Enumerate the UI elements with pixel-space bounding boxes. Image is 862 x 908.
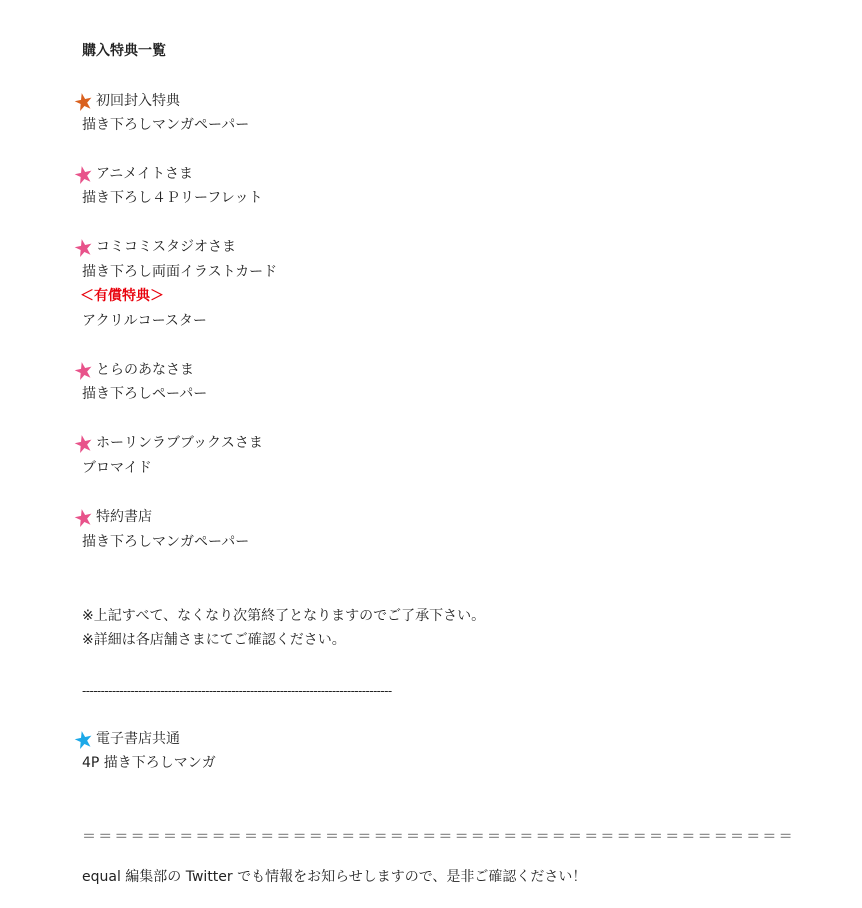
shop-name: 特約書店	[96, 509, 152, 525]
page-title: 購入特典一覧	[82, 43, 166, 59]
pink-star-icon	[74, 238, 93, 257]
equals-separator: ＝＝＝＝＝＝＝＝＝＝＝＝＝＝＝＝＝＝＝＝＝＝＝＝＝＝＝＝＝＝＝＝＝＝＝＝＝＝＝＝＝＝＝＝	[82, 829, 795, 845]
pink-star-icon	[74, 434, 93, 453]
shop-name: とらのあなさま	[96, 362, 194, 378]
section-animate	[74, 164, 193, 184]
blue-star-icon	[74, 730, 93, 749]
bonus-item: 描き下ろし４Ｐリーフレット	[82, 190, 263, 206]
section-toranoana	[74, 360, 194, 380]
section-holly-love-books	[74, 433, 263, 453]
orange-star-icon	[74, 92, 93, 111]
pink-star-icon	[74, 165, 93, 184]
bonus-item: 描き下ろしマンガペーパー	[82, 117, 250, 133]
shop-name: アニメイトさま	[96, 166, 194, 182]
paid-bonus-label: ＜有償特典＞	[80, 288, 164, 304]
section-digital-stores	[74, 729, 180, 749]
bonus-item: 描き下ろし両面イラストカード	[82, 264, 278, 280]
bonus-item: 描き下ろしペーパー	[82, 386, 208, 402]
pink-star-icon	[74, 508, 93, 527]
shop-name: 電子書店共通	[96, 731, 180, 747]
bonus-item: 描き下ろしマンガペーパー	[82, 534, 250, 550]
note-line: ※詳細は各店舗さまにてご確認ください。	[82, 632, 346, 648]
pink-star-icon	[74, 361, 93, 380]
footer-note: equal 編集部の Twitter でも情報をお知らせしますので、是非ご確認ください！	[82, 869, 587, 885]
dashed-separator: -----------------------------------------------------------------------------------	[82, 684, 392, 698]
shop-name: ホーリンラブブックスさま	[96, 435, 263, 451]
shop-name: 初回封入特典	[96, 93, 180, 109]
bonus-item: ブロマイド	[82, 460, 152, 476]
bonus-item: 4P 描き下ろしマンガ	[82, 755, 216, 771]
section-partner-bookstores	[74, 507, 152, 527]
paid-bonus-item: アクリルコースター	[82, 313, 207, 329]
note-line: ※上記すべて、なくなり次第終了となりますのでご了承下さい。	[82, 608, 486, 624]
section-comicomi	[74, 237, 236, 257]
shop-name: コミコミスタジオさま	[96, 239, 236, 255]
section-first-print	[74, 91, 180, 111]
